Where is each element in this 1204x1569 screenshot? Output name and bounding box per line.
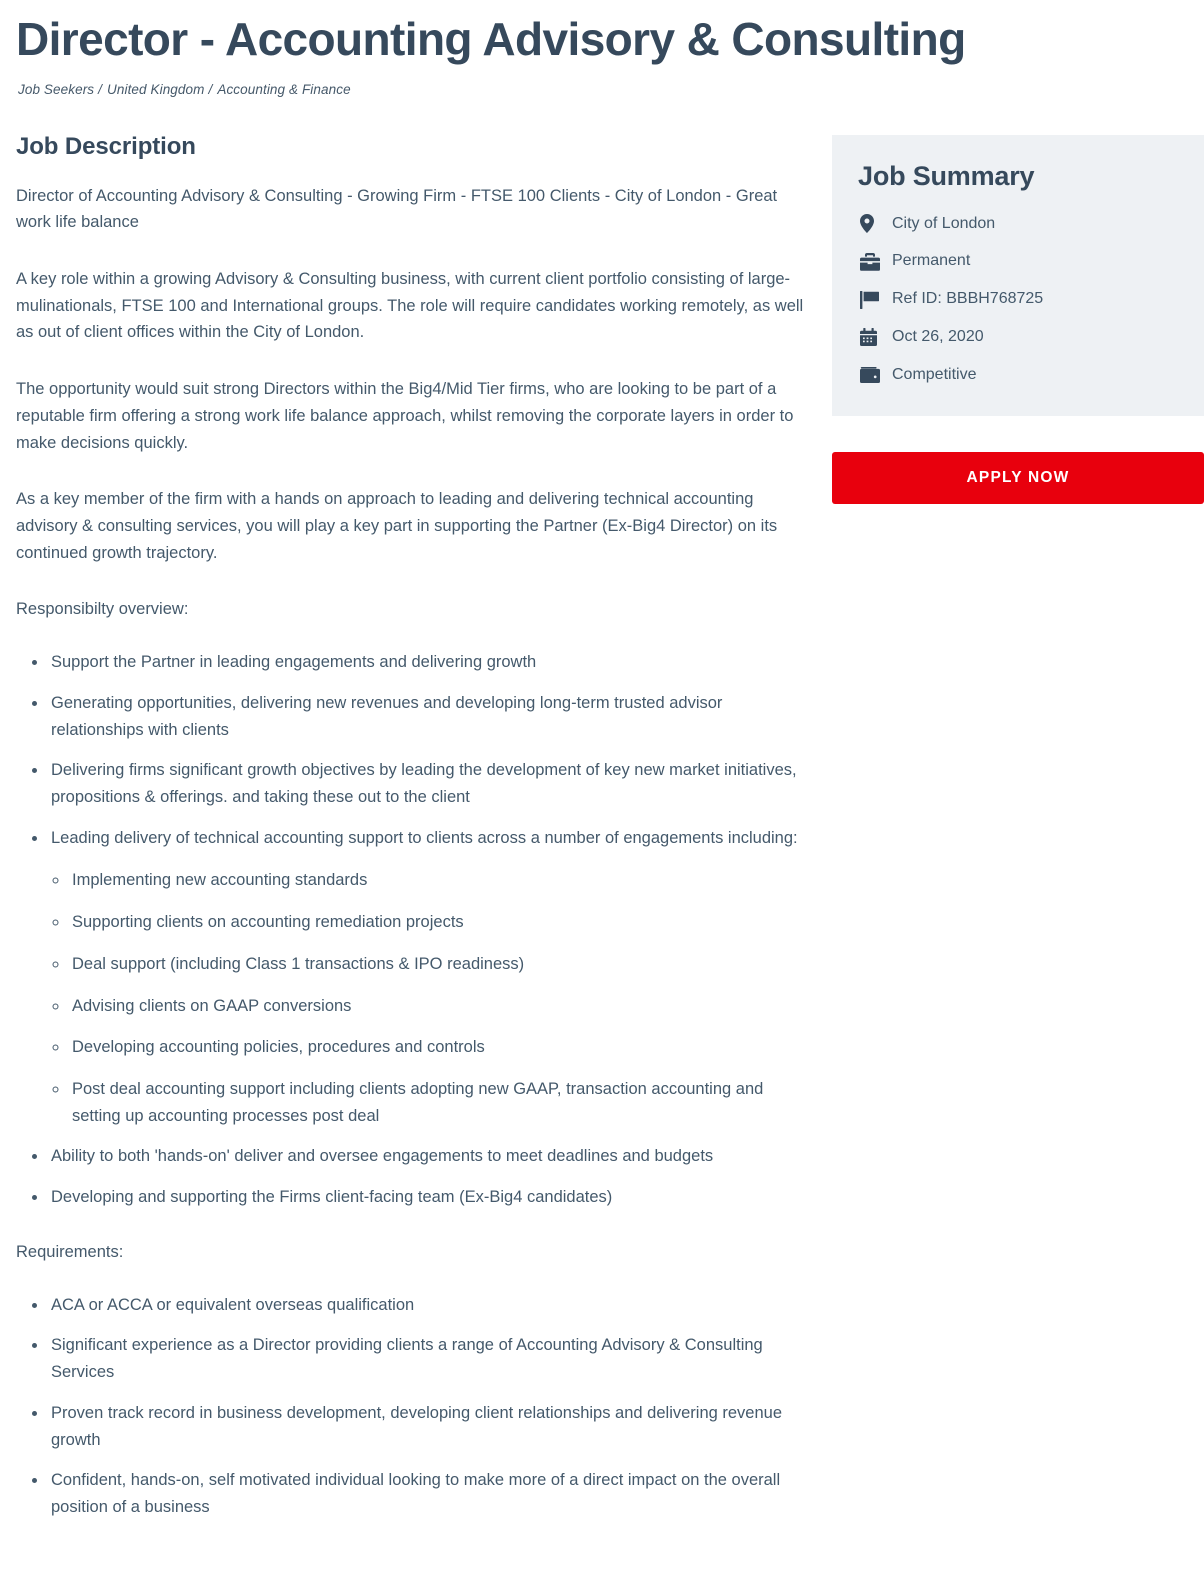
list-item: ◦ Deal support (including Class 1 transactions & IPO readiness) — [69, 951, 806, 978]
briefcase-icon — [858, 252, 892, 272]
summary-item-label: Oct 26, 2020 — [892, 327, 984, 345]
list-item: ◦ Developing accounting policies, procedures and controls — [69, 1034, 806, 1061]
breadcrumb-separator: / — [208, 81, 213, 97]
breadcrumb-separator: / — [98, 81, 103, 97]
wallet-icon — [858, 365, 892, 385]
list-item: • Ability to both 'hands-on' deliver and oversee engagements to meet deadlines and budgets — [48, 1143, 806, 1170]
summary-item-employment-type — [858, 251, 1178, 272]
calendar-icon — [858, 327, 892, 347]
list-item: ◦ Advising clients on GAAP conversions — [69, 993, 806, 1020]
job-paragraph: The opportunity would suit strong Directors within the Big4/Mid Tier firms, who are looking to be part of a reputable firm offering a strong work life balance approach, whilst removing the corporate layers in order to make decisions quickly. — [16, 380, 794, 452]
job-intro-paragraph: Director of Accounting Advisory & Consulting - Growing Firm - FTSE 100 Clients - City of London - Great work life balance — [16, 186, 778, 232]
job-summary-heading: Job Summary — [858, 160, 1035, 191]
list-item: ◦ Supporting clients on accounting remediation projects — [69, 909, 806, 936]
list-item — [48, 825, 806, 1130]
job-paragraph: As a key member of the firm with a hands on approach to leading and delivering technical accounting advisory & consulting services, you will play a key part in supporting the Partner (Ex-Big4 Director) on its continued growth trajectory. — [16, 490, 778, 562]
content-columns — [16, 133, 1188, 1549]
list-item: • ACA or ACCA or equivalent overseas qualification — [48, 1292, 806, 1319]
list-item: • Proven track record in business development, developing client relationships and delivering revenue growth — [48, 1400, 806, 1453]
summary-item-label: City of London — [892, 214, 996, 232]
requirements-list — [16, 1292, 806, 1521]
breadcrumb-item-united-kingdom[interactable]: United Kingdom — [107, 81, 205, 97]
summary-item-label: Permanent — [892, 252, 971, 270]
summary-item-date-posted — [858, 327, 1178, 348]
list-item: • Significant experience as a Director providing clients a range of Accounting Advisory & Consulting Services — [48, 1332, 806, 1385]
job-description-column — [16, 133, 806, 1549]
breadcrumb-item-accounting-finance[interactable]: Accounting & Finance — [217, 81, 351, 97]
flag-icon — [858, 290, 892, 310]
responsibilities-label: Responsibilty overview: — [16, 600, 189, 619]
page-title: Director - Accounting Advisory & Consulting — [16, 13, 966, 65]
summary-item-label: Competitive — [892, 365, 977, 383]
list-item: • Developing and supporting the Firms client-facing team (Ex-Big4 candidates) — [48, 1184, 806, 1211]
list-item-label: Leading delivery of technical accounting support to clients across a number of engagements including: — [51, 828, 798, 847]
job-description-heading: Job Description — [16, 132, 196, 160]
list-item: • Delivering firms significant growth objectives by leading the development of key new market initiatives, propositions & offerings. and taking these out to the client — [48, 757, 806, 810]
summary-item-salary — [858, 365, 1178, 386]
list-item: • Generating opportunities, delivering new revenues and developing long-term trusted advisor relationships with clients — [48, 690, 806, 743]
job-summary-column — [832, 133, 1204, 504]
job-paragraph: A key role within a growing Advisory & Consulting business, with current client portfolio consisting of large-mulinationals, FTSE 100 and International groups. The role will require candidates working remotely, as well as out of client offices within the City of London. — [16, 269, 804, 342]
summary-item-ref-id — [858, 289, 1178, 310]
summary-item-label: Ref ID: BBBH768725 — [892, 290, 1044, 308]
location-pin-icon — [858, 214, 892, 234]
breadcrumb — [18, 82, 1188, 97]
list-item: ◦ Post deal accounting support including clients adopting new GAAP, transaction accounting and setting up accounting processes post deal — [69, 1076, 806, 1129]
responsibilities-list — [16, 649, 806, 1211]
list-item: • Support the Partner in leading engagements and delivering growth — [48, 649, 806, 676]
apply-now-button[interactable]: APPLY NOW — [832, 452, 1204, 504]
job-summary-card — [832, 135, 1204, 416]
summary-item-location — [858, 214, 1178, 235]
responsibilities-sub-list — [51, 867, 806, 1129]
list-item: • Confident, hands-on, self motivated individual looking to make more of a direct impact on the overall position of a business — [48, 1467, 806, 1520]
job-summary-list — [858, 214, 1178, 386]
requirements-label: Requirements: — [16, 1242, 124, 1261]
list-item: ◦ Implementing new accounting standards — [69, 867, 806, 894]
breadcrumb-item-job-seekers[interactable]: Job Seekers — [18, 81, 95, 97]
